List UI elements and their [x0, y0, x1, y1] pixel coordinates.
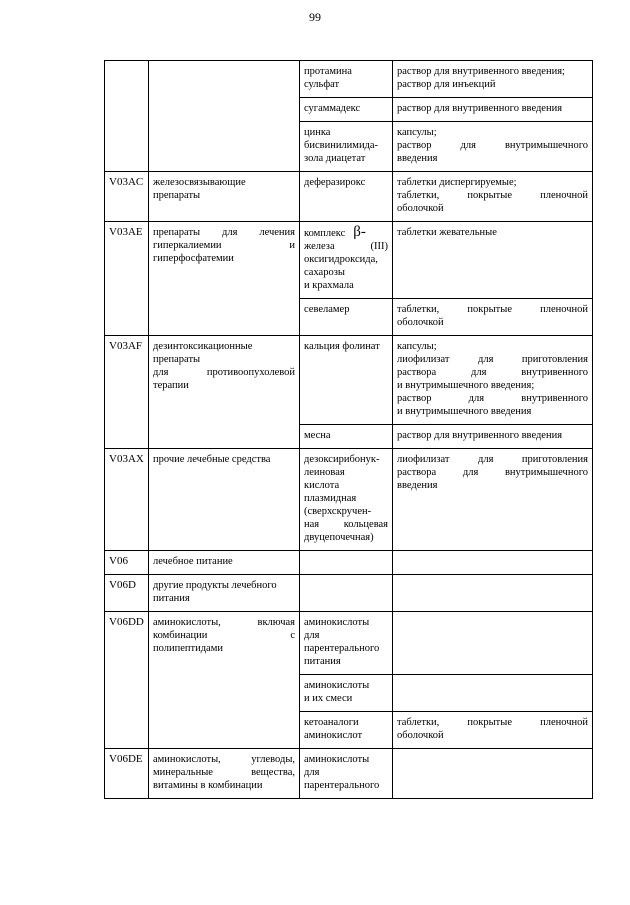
dosage-form-cell: таблетки жевательные — [393, 222, 593, 299]
group-cell: другие продукты лечебного питания — [149, 575, 300, 612]
group-cell: прочие лечебные средства — [149, 449, 300, 551]
atc-code-cell: V06D — [105, 575, 149, 612]
dosage-form-cell — [393, 551, 593, 575]
dosage-form-cell: лиофилизат для приготовления раствора для внутримышечного введения — [393, 449, 593, 551]
dosage-form-cell — [393, 612, 593, 675]
dosage-form-cell: таблетки, покрытые пленочной оболочкой — [393, 299, 593, 336]
atc-code-cell — [105, 61, 149, 172]
atc-code-cell: V03AX — [105, 449, 149, 551]
atc-code-cell: V03AC — [105, 172, 149, 222]
drug-name-cell: аминокислоты для парентерального питания — [300, 612, 393, 675]
drug-name-cell: комплекс β- железа (III) оксигидроксида, сахарозы и крахмала — [300, 222, 393, 299]
table-row — [105, 172, 593, 222]
table-row — [105, 336, 593, 425]
group-cell: лечебное питание — [149, 551, 300, 575]
drug-name-cell: сугаммадекс — [300, 98, 393, 122]
table-row — [105, 449, 593, 551]
atc-code-cell: V03AE — [105, 222, 149, 336]
group-cell: дезинтоксикационные препараты для противоопухолевой терапии — [149, 336, 300, 449]
drug-name-cell — [300, 575, 393, 612]
drug-name-cell: деферазирокс — [300, 172, 393, 222]
dosage-form-cell: раствор для внутривенного введения — [393, 425, 593, 449]
group-cell — [149, 61, 300, 172]
dosage-form-cell — [393, 675, 593, 712]
page-number: 99 — [309, 10, 321, 24]
dosage-form-cell: раствор для внутривенного введения — [393, 98, 593, 122]
table-row — [105, 575, 593, 612]
drug-name-cell: аминокислоты для парентерального — [300, 749, 393, 799]
table-row — [105, 612, 593, 675]
drug-name-cell: цинка бисвинилимида- зола диацетат — [300, 122, 393, 172]
dosage-form-cell — [393, 749, 593, 799]
atc-code-cell: V03AF — [105, 336, 149, 449]
group-cell: аминокислоты, углеводы, минеральные вещества, витамины в комбинации — [149, 749, 300, 799]
drug-name-cell: месна — [300, 425, 393, 449]
table-row — [105, 551, 593, 575]
drug-name-cell: кетоаналоги аминокислот — [300, 712, 393, 749]
table-row — [105, 749, 593, 799]
drug-name-cell: севеламер — [300, 299, 393, 336]
dosage-form-cell: таблетки, покрытые пленочной оболочкой — [393, 712, 593, 749]
dosage-form-cell: таблетки диспергируемые; таблетки, покрытые пленочной оболочкой — [393, 172, 593, 222]
atc-code-cell: V06DD — [105, 612, 149, 749]
dosage-form-cell: капсулы; раствор для внутримышечного введения — [393, 122, 593, 172]
drug-name-cell — [300, 551, 393, 575]
table-row — [105, 222, 593, 299]
dosage-form-cell: раствор для внутривенного введения; раствор для инъекций — [393, 61, 593, 98]
dosage-form-cell: капсулы; лиофилизат для приготовления раствора для внутривенного и внутримышечного введения; раствор для внутривенного и внутримышечного введения — [393, 336, 593, 425]
dosage-form-cell — [393, 575, 593, 612]
drug-name-cell: аминокислоты и их смеси — [300, 675, 393, 712]
drug-table — [104, 60, 593, 799]
drug-name-cell: кальция фолинат — [300, 336, 393, 425]
table-row — [105, 61, 593, 98]
group-cell: препараты для лечения гиперкалиемии и гиперфосфатемии — [149, 222, 300, 336]
beta-symbol: β- — [353, 224, 366, 240]
drug-name-cell: протамина сульфат — [300, 61, 393, 98]
atc-code-cell: V06DE — [105, 749, 149, 799]
drug-name-cell: дезоксирибонук- леиновая кислота плазмидная (сверхскручен- ная кольцевая двуцепочечная) — [300, 449, 393, 551]
group-cell: аминокислоты, включая комбинации с полипептидами — [149, 612, 300, 749]
atc-code-cell: V06 — [105, 551, 149, 575]
group-cell: железосвязывающие препараты — [149, 172, 300, 222]
